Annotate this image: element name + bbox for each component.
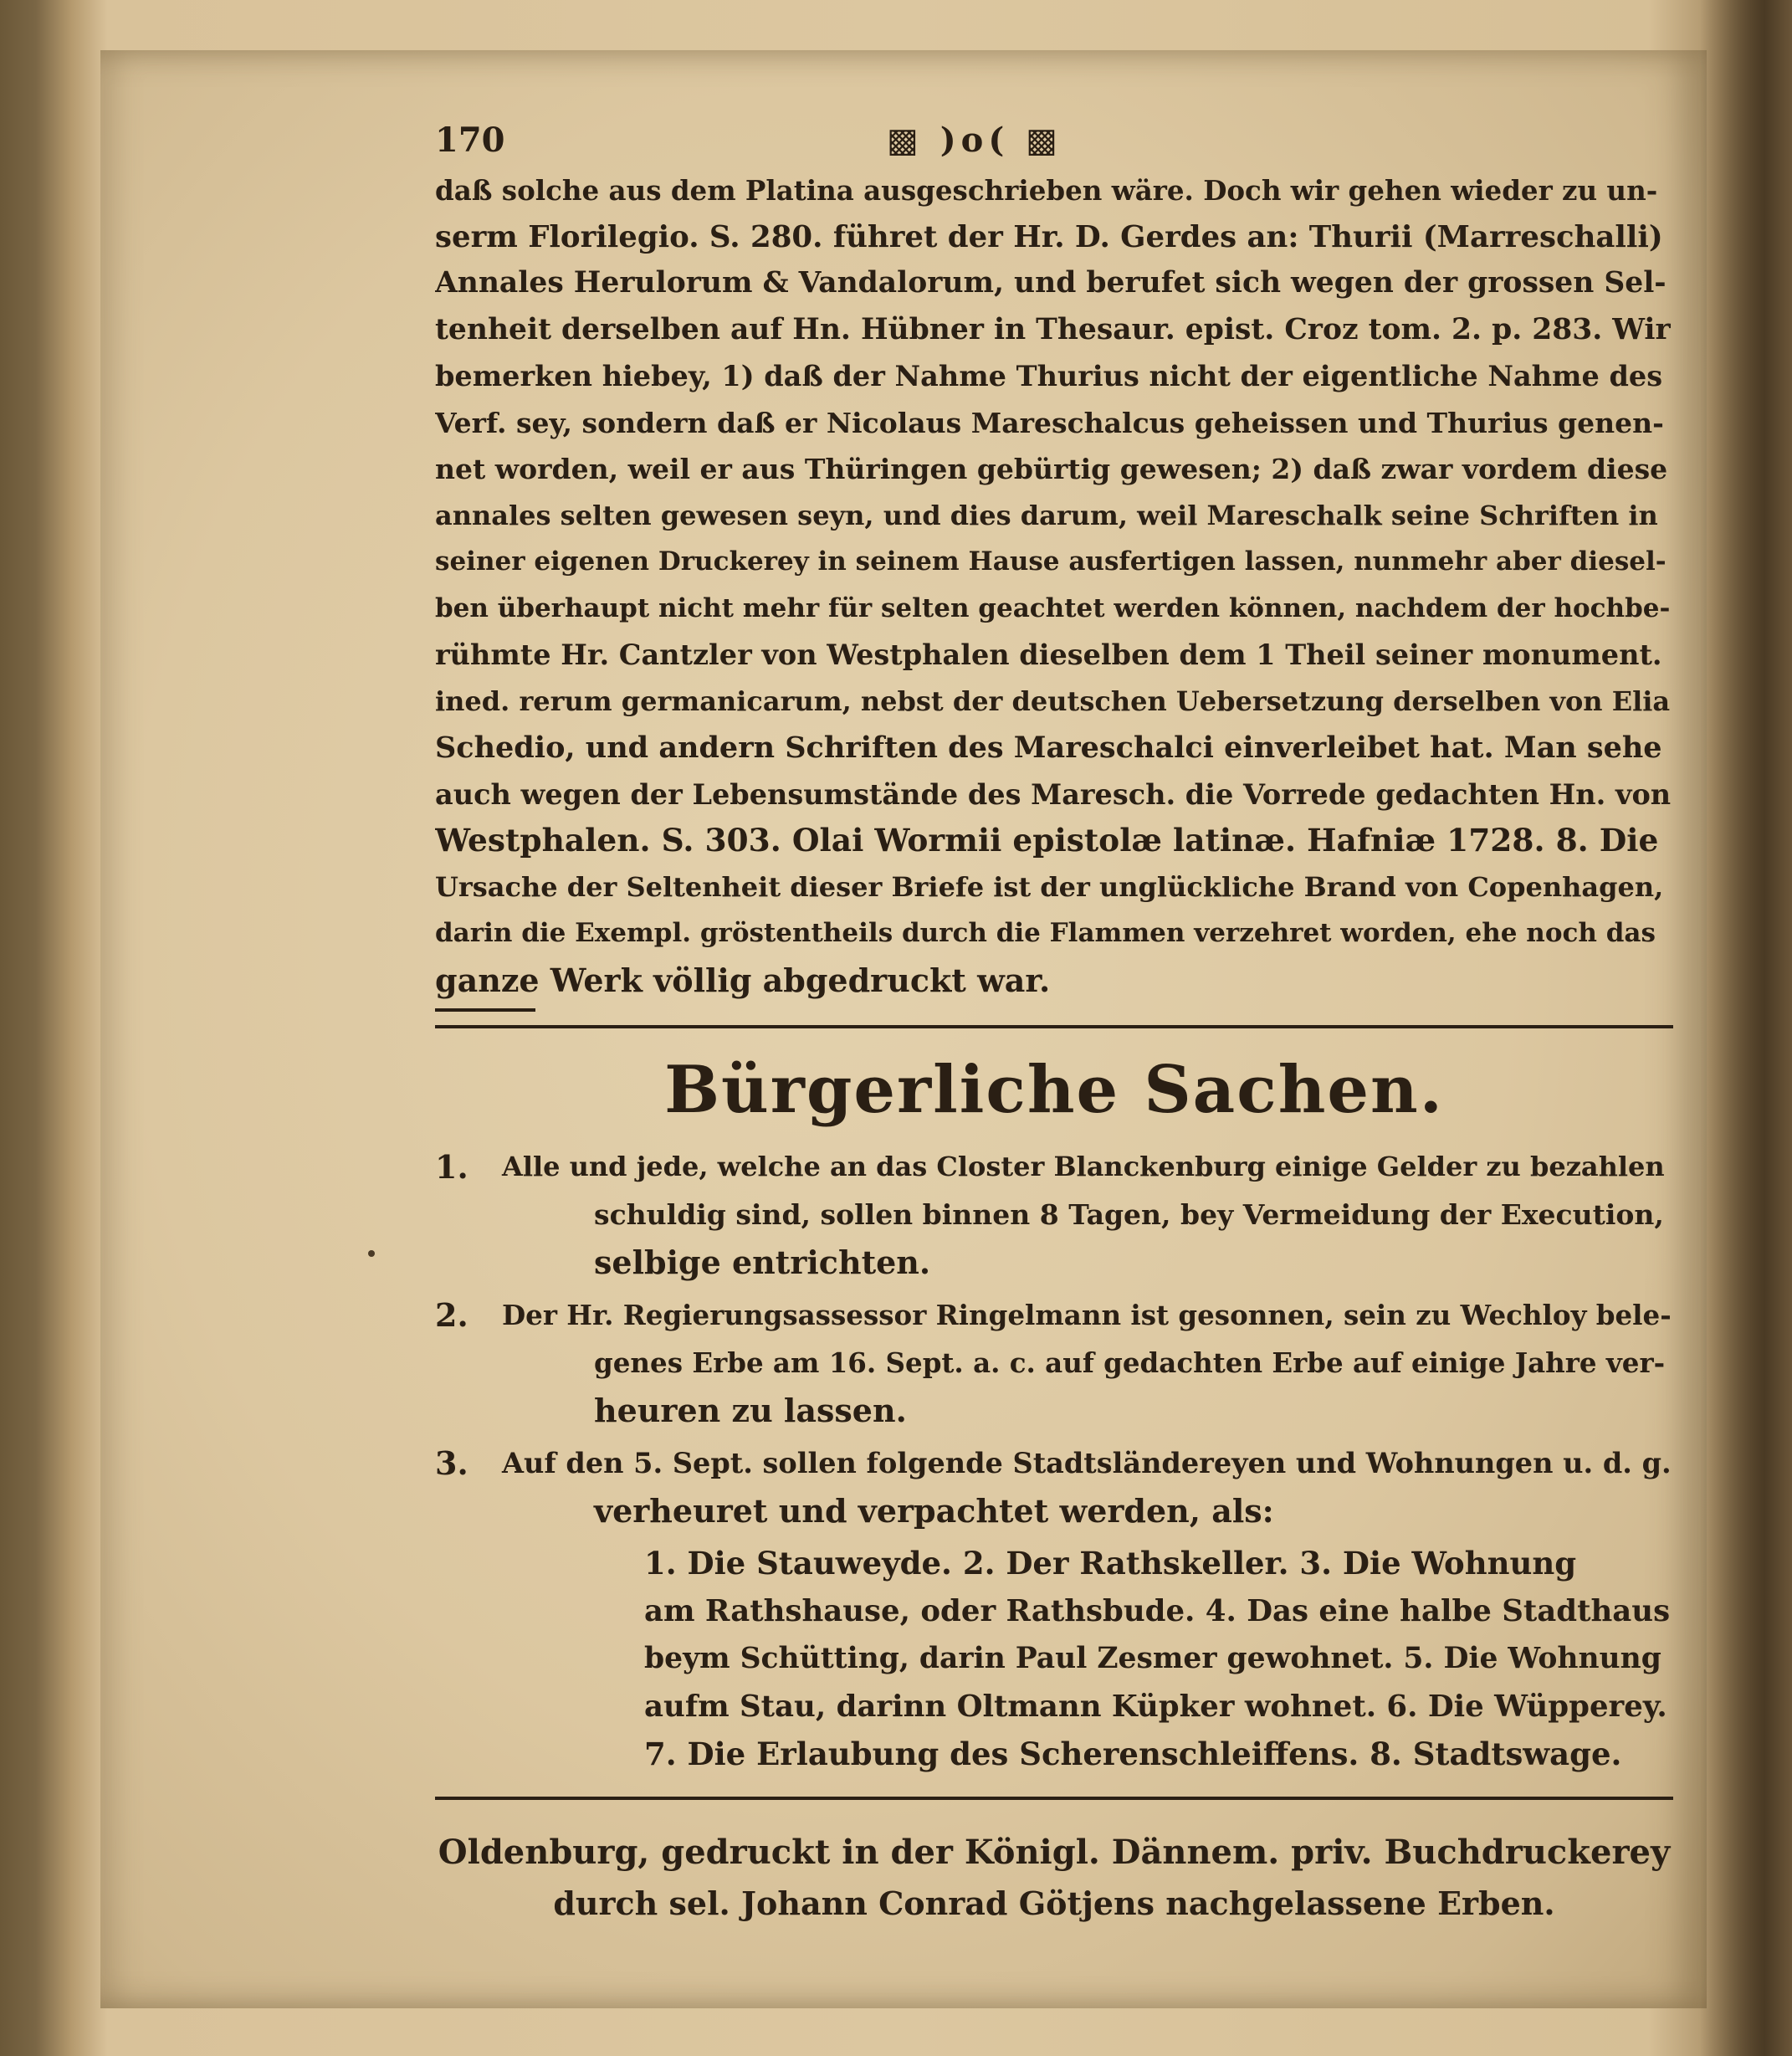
notice-first-line: Auf den 5. Sept. sollen folgende Stadtsländereyen und Wohnungen u. d. g. <box>502 1447 1672 1479</box>
notice-first-line: Alle und jede, welche an das Closter Blanckenburg einige Gelder zu bezahlen <box>502 1151 1665 1182</box>
paragraph-line: net worden, weil er aus Thüringen gebürtig gewesen; 2) daß zwar vordem diese <box>435 453 1668 485</box>
notice-continuation-line: verheuret und verpachtet werden, als: <box>594 1492 1274 1530</box>
notices-list <box>435 1143 1673 1535</box>
paragraph-line: daß solche aus dem Platina ausgeschrieben wäre. Doch wir gehen wieder zu un- <box>435 174 1658 207</box>
notice-continuation-line: genes Erbe am 16. Sept. a. c. auf gedachten Erbe auf einige Jahre ver- <box>594 1346 1666 1379</box>
paragraph-line: serm Florilegio. S. 280. führet der Hr. D. Gerdes an: Thurii (Marreschalli) <box>435 219 1663 254</box>
header-ornament: ▩ )o( ▩ <box>887 120 1062 160</box>
notice-continuation-line: schuldig sind, sollen binnen 8 Tagen, bey Vermeidung der Execution, <box>594 1198 1664 1231</box>
short-rule <box>435 1008 535 1012</box>
paragraph-line: darin die Exempl. gröstentheils durch die Flammen verzehret worden, ehe noch das <box>435 918 1656 948</box>
colophon-heirs-line: durch sel. Johann Conrad Götjens nachgelassene Erben. <box>553 1884 1555 1922</box>
notice-continuation-line: selbige entrichten. <box>594 1243 931 1281</box>
paragraph-line: ben überhaupt nicht mehr für selten geachtet werden können, nachdem der hochbe- <box>435 592 1671 623</box>
page-header <box>435 109 1673 167</box>
property-list-line: am Rathshause, oder Rathsbude. 4. Das eine halbe Stadthaus <box>644 1594 1671 1628</box>
paragraph-line: Schedio, und andern Schriften des Mareschalci einverleibet hat. Man sehe <box>435 731 1662 765</box>
colophon <box>435 1825 1673 1927</box>
notice-item <box>435 1291 1673 1434</box>
colophon-divider-rule <box>435 1797 1673 1800</box>
section-title: Bürgerliche Sachen. <box>664 1052 1444 1128</box>
page-number: 170 <box>435 120 505 160</box>
text-block <box>435 109 1673 1927</box>
paragraph-line: Verf. sey, sondern daß er Nicolaus Mareschalcus geheissen und Thurius genen- <box>435 406 1664 439</box>
paragraph-line: ined. rerum germanicarum, nebst der deutschen Uebersetzung derselben von Elia <box>435 684 1671 717</box>
notice-number: 2. <box>435 1296 468 1334</box>
property-list-line: 1. Die Stauweyde. 2. Der Rathskeller. 3. Die Wohnung <box>644 1545 1577 1582</box>
notice-number: 3. <box>435 1444 468 1482</box>
paragraph-line: annales selten gewesen seyn, und dies darum, weil Mareschalk seine Schriften in <box>435 499 1658 531</box>
paragraph-line: Annales Herulorum & Vandalorum, und berufet sich wegen der grossen Sel- <box>435 266 1667 300</box>
paragraph-line: Westphalen. S. 303. Olai Wormii epistolæ latinæ. Hafniæ 1728. 8. Die <box>435 822 1659 859</box>
paragraph-line: rühmte Hr. Cantzler von Westphalen dieselben dem 1 Theil seiner monument. <box>435 638 1662 671</box>
property-list-line: 7. Die Erlaubung des Scherenschleiffens. 8. Stadtswage. <box>644 1736 1622 1772</box>
property-list-line: beym Schütting, darin Paul Zesmer gewohnet. 5. Die Wohnung <box>644 1642 1661 1675</box>
ink-spot <box>368 1250 375 1257</box>
paragraph-line: tenheit derselben auf Hn. Hübner in Thesaur. epist. Croz tom. 2. p. 283. Wir <box>435 312 1671 346</box>
notice-continuation-line: heuren zu lassen. <box>594 1392 907 1429</box>
paragraph-line: ganze Werk völlig abgedruckt war. <box>435 961 1051 999</box>
paragraph-line: seiner eigenen Druckerey in seinem Hause ausfertigen lassen, nunmehr aber diesel- <box>435 546 1667 577</box>
colophon-printer-line: Oldenburg, gedruckt in der Königl. Dännem. priv. Buchdruckerey <box>438 1833 1671 1872</box>
book-binding <box>1700 0 1792 2056</box>
notice-item <box>435 1439 1673 1535</box>
review-paragraph <box>435 167 1673 1003</box>
properties-list <box>435 1540 1673 1778</box>
notice-first-line: Der Hr. Regierungsassessor Ringelmann ist gesonnen, sein zu Wechloy bele- <box>502 1299 1672 1331</box>
section-divider-rule <box>435 1025 1673 1028</box>
notice-item <box>435 1143 1673 1286</box>
paragraph-line: auch wegen der Lebensumstände des Maresch. die Vorrede gedachten Hn. von <box>435 777 1672 811</box>
property-list-line: aufm Stau, darinn Oltmann Küpker wohnet. 6. Die Wüpperey. <box>644 1689 1667 1724</box>
paragraph-line: bemerken hiebey, 1) daß der Nahme Thurius nicht der eigentliche Nahme des <box>435 360 1663 392</box>
notice-number: 1. <box>435 1148 468 1186</box>
paragraph-line: Ursache der Seltenheit dieser Briefe ist der unglückliche Brand von Copenhagen, <box>435 870 1664 903</box>
